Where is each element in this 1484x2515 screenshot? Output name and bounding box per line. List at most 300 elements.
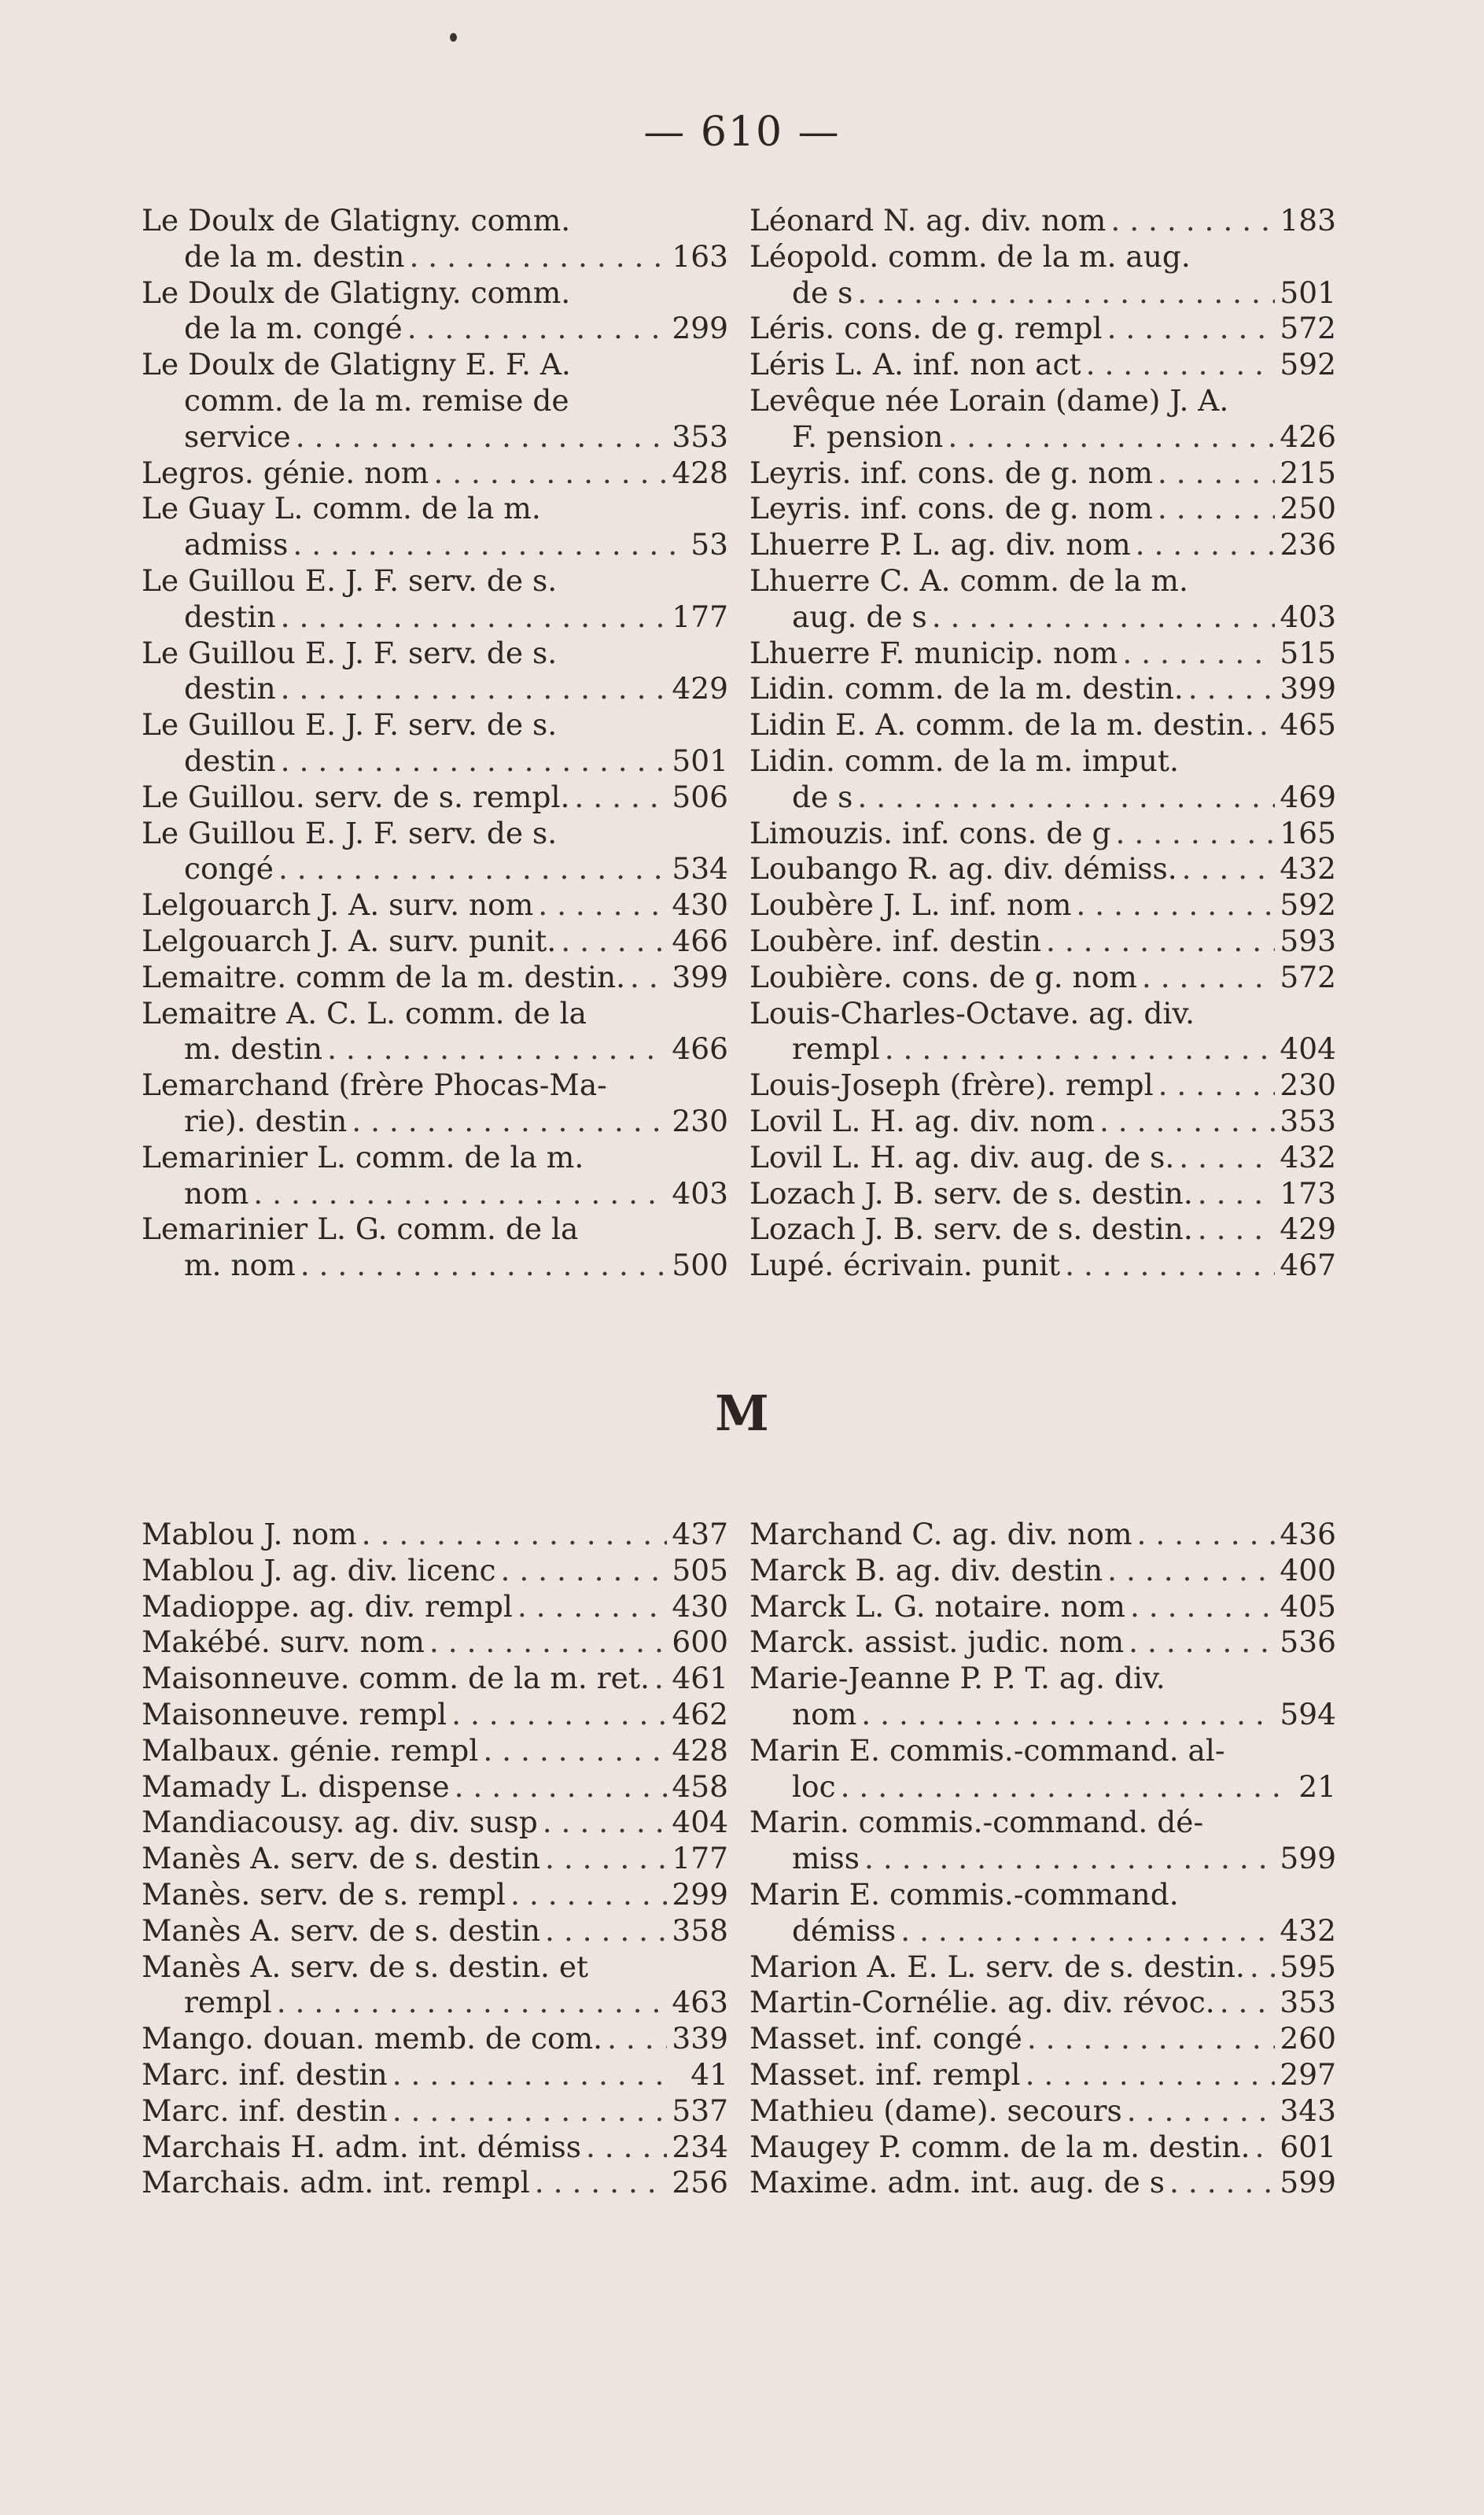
entry-first-line xyxy=(142,347,728,383)
entry-page-number: 404 xyxy=(1280,1031,1336,1067)
entry-page-number: 469 xyxy=(1280,779,1336,814)
entry-text: Marc. inf. destin xyxy=(142,2093,388,2128)
entry-text: rempl xyxy=(184,1985,272,2020)
index-entry xyxy=(749,851,1336,887)
dot-leader xyxy=(409,239,667,275)
entry-first-line xyxy=(142,1068,728,1104)
entry-page-number: 592 xyxy=(1280,887,1336,923)
entry-text: destin xyxy=(184,743,276,778)
entry-continuation-line xyxy=(749,780,1336,816)
entry-text: Leyris. inf. cons. de g. nom xyxy=(749,455,1153,490)
entry-page-number: 426 xyxy=(1280,419,1336,454)
index-entry xyxy=(142,2021,728,2057)
entry-first-line xyxy=(749,347,1336,383)
entry-continuation-line xyxy=(142,311,728,347)
index-entry xyxy=(749,2130,1336,2166)
entry-page-number: 297 xyxy=(1280,2056,1336,2092)
index-entry xyxy=(142,707,728,780)
entry-text: Marin E. commis.-command. xyxy=(749,1876,1179,1912)
entry-text: Loubère J. L. inf. nom xyxy=(749,887,1072,923)
index-entry xyxy=(749,1985,1336,2021)
entry-text: Lupé. écrivain. punit xyxy=(749,1248,1061,1283)
dot-leader xyxy=(1250,1949,1276,1986)
entry-first-line xyxy=(142,1697,728,1733)
entry-text: Léopold. comm. de la m. aug. xyxy=(749,238,1191,274)
dot-leader xyxy=(900,1913,1275,1949)
entry-first-line xyxy=(142,1589,728,1625)
entry-continuation-line xyxy=(142,1031,728,1068)
entry-page-number: 501 xyxy=(1280,275,1336,310)
entry-first-line xyxy=(749,239,1336,275)
entry-page-number: 500 xyxy=(672,1248,728,1283)
index-entry xyxy=(142,563,728,636)
dot-leader xyxy=(1110,203,1275,239)
entry-continuation-line xyxy=(142,743,728,780)
entry-text: Lozach J. B. serv. de s. destin. xyxy=(749,1211,1193,1247)
index-entry xyxy=(142,960,728,996)
entry-first-line xyxy=(749,924,1336,960)
dot-leader xyxy=(630,960,667,996)
entry-text: de la m. congé xyxy=(184,311,403,346)
dot-leader xyxy=(1107,311,1276,347)
index-entry xyxy=(749,2021,1336,2057)
dot-leader xyxy=(1169,2165,1275,2201)
index-entry xyxy=(749,1248,1336,1284)
entry-page-number: 399 xyxy=(672,959,728,994)
dot-leader xyxy=(483,1733,667,1769)
entry-first-line xyxy=(749,2165,1336,2201)
entry-text: Lelgouarch J. A. surv. nom xyxy=(142,887,534,923)
index-entry xyxy=(142,636,728,708)
entry-continuation-line xyxy=(142,1104,728,1140)
entry-first-line xyxy=(749,816,1336,852)
dot-leader xyxy=(885,1031,1276,1068)
entry-text: Marc. inf. destin xyxy=(142,2056,388,2092)
entry-text: Limouzis. inf. cons. de g xyxy=(749,815,1111,850)
entry-first-line xyxy=(142,1211,728,1248)
entry-text: Le Guay L. comm. de la m. xyxy=(142,491,541,526)
entry-text: Legros. génie. nom xyxy=(142,455,429,490)
entry-first-line xyxy=(142,2093,728,2130)
entry-text: Louis-Charles-Octave. ag. div. xyxy=(749,995,1195,1031)
index-entry xyxy=(142,275,728,348)
entry-page-number: 299 xyxy=(672,311,728,346)
dot-leader xyxy=(1129,1624,1275,1661)
entry-continuation-line xyxy=(142,599,728,636)
index-entry xyxy=(749,924,1336,960)
dot-leader xyxy=(654,1661,668,1697)
entry-first-line xyxy=(142,491,728,527)
entry-page-number: 461 xyxy=(672,1661,728,1696)
entry-text: Maxime. adm. int. aug. de s xyxy=(749,2165,1165,2200)
entry-continuation-line xyxy=(142,419,728,455)
entry-text: Lelgouarch J. A. surv. punit. xyxy=(142,923,557,958)
entry-text: Le Doulx de Glatigny. comm. xyxy=(142,203,571,238)
entry-first-line xyxy=(142,996,728,1032)
entry-first-line xyxy=(142,1949,728,1986)
entry-page-number: 463 xyxy=(672,1985,728,2020)
entry-text: Lhuerre F. municip. nom xyxy=(749,635,1118,670)
entry-text: Marin E. commis.-command. al- xyxy=(749,1732,1225,1768)
entry-text: Marin. commis.-command. dé- xyxy=(749,1805,1204,1840)
entry-text: Maisonneuve. comm. de la m. ret. xyxy=(142,1661,650,1696)
entry-first-line xyxy=(142,203,728,239)
entry-first-line xyxy=(142,1140,728,1176)
dot-leader xyxy=(281,599,668,636)
index-column-top-right xyxy=(749,203,1336,1284)
entry-first-line xyxy=(142,816,728,852)
entry-first-line xyxy=(142,887,728,924)
dot-leader xyxy=(281,743,668,780)
entry-first-line xyxy=(142,1661,728,1697)
index-entry xyxy=(142,1841,728,1877)
entry-first-line xyxy=(142,2130,728,2166)
entry-text: Marck B. ag. div. destin xyxy=(749,1552,1103,1588)
index-entry xyxy=(749,2093,1336,2130)
entry-first-line xyxy=(749,1211,1336,1248)
entry-text: Loubango R. ag. div. démiss. xyxy=(749,851,1177,887)
entry-page-number: 358 xyxy=(672,1912,728,1948)
entry-page-number: 599 xyxy=(1280,2165,1336,2200)
dot-leader xyxy=(607,2021,667,2057)
index-entry xyxy=(142,1211,728,1284)
dot-leader xyxy=(545,1913,667,1949)
index-entry xyxy=(749,996,1336,1068)
entry-text: Lidin. comm. de la m. imput. xyxy=(749,743,1179,778)
dot-leader xyxy=(841,1769,1283,1805)
dot-leader xyxy=(1255,2130,1276,2166)
index-entry xyxy=(749,1517,1336,1553)
entry-first-line xyxy=(749,1248,1336,1284)
entry-first-line xyxy=(749,1589,1336,1625)
index-entry xyxy=(749,1805,1336,1877)
dot-leader xyxy=(1136,527,1276,563)
dot-leader xyxy=(392,2093,668,2130)
entry-text: Lemarchand (frère Phocas-Ma- xyxy=(142,1068,607,1103)
entry-first-line xyxy=(749,1949,1336,1986)
dot-leader xyxy=(857,275,1275,312)
index-entry xyxy=(142,1553,728,1589)
dot-leader xyxy=(1158,491,1276,527)
index-entry xyxy=(142,1877,728,1913)
entry-text: F. pension xyxy=(792,419,944,454)
dot-leader xyxy=(1198,1211,1276,1248)
index-entry xyxy=(749,816,1336,852)
dot-leader xyxy=(1158,1068,1276,1104)
index-entry xyxy=(749,1589,1336,1625)
dot-leader xyxy=(1137,1517,1276,1553)
entry-text: Masset. inf. rempl xyxy=(749,2056,1021,2092)
entry-text: nom xyxy=(792,1696,857,1731)
index-entry xyxy=(142,203,728,275)
entry-continuation-line xyxy=(749,1697,1336,1733)
entry-first-line xyxy=(142,2165,728,2201)
entry-continuation-line xyxy=(749,419,1336,455)
index-entry xyxy=(142,996,728,1068)
entry-first-line xyxy=(749,203,1336,239)
index-entry xyxy=(142,1068,728,1140)
entry-page-number: 601 xyxy=(1280,2129,1336,2164)
entry-page-number: 536 xyxy=(1280,1624,1336,1660)
dot-leader xyxy=(517,1589,668,1625)
entry-first-line xyxy=(749,1624,1336,1661)
entry-text: Manès A. serv. de s. destin. et xyxy=(142,1949,589,1984)
index-entry xyxy=(749,1068,1336,1104)
dot-leader xyxy=(500,1553,667,1589)
entry-text: Maugey P. comm. de la m. destin. xyxy=(749,2129,1250,2164)
entry-text: Marchais. adm. int. rempl xyxy=(142,2165,530,2200)
dot-leader xyxy=(1259,707,1275,743)
dot-leader xyxy=(574,780,667,816)
entry-first-line xyxy=(749,1985,1336,2021)
entry-page-number: 430 xyxy=(672,1588,728,1624)
dot-leader xyxy=(1065,1248,1275,1284)
entry-text: congé xyxy=(184,851,274,887)
entry-page-number: 432 xyxy=(1280,1912,1336,1948)
index-entry xyxy=(749,239,1336,312)
index-entry xyxy=(749,1140,1336,1176)
dot-leader xyxy=(253,1176,667,1212)
index-entry xyxy=(749,1104,1336,1140)
index-entry xyxy=(142,2130,728,2166)
index-entry xyxy=(142,1805,728,1841)
entry-text: Le Guillou E. J. F. serv. de s. xyxy=(142,707,558,743)
index-entry xyxy=(749,1733,1336,1805)
entry-continuation-line xyxy=(142,527,728,563)
entry-text: Marie-Jeanne P. P. T. ag. div. xyxy=(749,1661,1165,1696)
entry-text: Loubère. inf. destin xyxy=(749,923,1041,958)
entry-text: démiss xyxy=(792,1912,897,1948)
entry-first-line xyxy=(749,491,1336,527)
entry-first-line xyxy=(749,1176,1336,1212)
dot-leader xyxy=(362,1517,668,1553)
dot-leader xyxy=(429,1624,668,1661)
entry-first-line xyxy=(749,1553,1336,1589)
entry-first-line xyxy=(749,2021,1336,2057)
dot-leader xyxy=(300,1248,668,1284)
entry-text: Malbaux. génie. rempl xyxy=(142,1732,479,1768)
entry-text: de la m. destin xyxy=(184,238,405,274)
index-entry xyxy=(749,491,1336,527)
entry-page-number: 256 xyxy=(672,2165,728,2200)
index-entry xyxy=(142,1733,728,1769)
index-entry xyxy=(142,780,728,816)
index-entry xyxy=(749,311,1336,347)
entry-page-number: 436 xyxy=(1280,1517,1336,1551)
dot-leader xyxy=(545,1841,667,1877)
index-column-top-left xyxy=(142,203,728,1284)
entry-page-number: 428 xyxy=(672,1732,728,1768)
entry-first-line xyxy=(749,851,1336,887)
entry-text: Le Doulx de Glatigny E. F. A. xyxy=(142,347,571,382)
dot-leader xyxy=(1122,636,1275,672)
entry-first-line xyxy=(749,2057,1336,2093)
entry-page-number: 466 xyxy=(672,1031,728,1067)
entry-text: Mamady L. dispense xyxy=(142,1768,450,1804)
entry-text: service xyxy=(184,419,291,454)
entry-text: Lozach J. B. serv. de s. destin. xyxy=(749,1175,1193,1211)
entry-text: Masset. inf. congé xyxy=(749,2021,1022,2056)
index-entry xyxy=(749,707,1336,743)
index-entry xyxy=(142,2093,728,2130)
entry-page-number: 403 xyxy=(672,1175,728,1211)
entry-page-number: 465 xyxy=(1280,707,1336,743)
index-entry xyxy=(142,1661,728,1697)
entry-text: Mablou J. ag. div. licenc xyxy=(142,1552,496,1588)
entry-page-number: 399 xyxy=(1280,671,1336,706)
dot-leader xyxy=(586,2130,667,2166)
entry-page-number: 236 xyxy=(1280,527,1336,562)
entry-page-number: 299 xyxy=(672,1876,728,1912)
entry-first-line xyxy=(142,1877,728,1913)
entry-text: Lhuerre C. A. comm. de la m. xyxy=(749,562,1188,598)
entry-first-line xyxy=(749,1877,1336,1913)
index-entry xyxy=(749,527,1336,563)
index-entry xyxy=(142,1517,728,1553)
index-entry xyxy=(749,2165,1336,2201)
entry-text: Lemarinier L. comm. de la m. xyxy=(142,1139,584,1175)
entry-first-line xyxy=(142,2057,728,2093)
entry-text: rie). destin xyxy=(184,1103,348,1138)
entry-text: Léris. cons. de g. rempl xyxy=(749,311,1103,346)
entry-page-number: 353 xyxy=(1280,1985,1336,2020)
entry-page-number: 165 xyxy=(1280,815,1336,850)
dot-leader xyxy=(864,1841,1275,1877)
entry-page-number: 230 xyxy=(672,1103,728,1138)
dot-leader xyxy=(932,599,1276,636)
entry-page-number: 467 xyxy=(1280,1248,1336,1283)
entry-text: Madioppe. ag. div. rempl xyxy=(142,1588,513,1624)
dot-leader xyxy=(543,1805,668,1841)
entry-first-line xyxy=(749,743,1336,780)
entry-text: Lovil L. H. ag. div. nom xyxy=(749,1103,1095,1138)
entry-first-line xyxy=(749,527,1336,563)
entry-text: nom xyxy=(184,1175,249,1211)
index-entry xyxy=(749,455,1336,492)
entry-continuation-line xyxy=(142,1248,728,1284)
entry-text: Marchand C. ag. div. nom xyxy=(749,1517,1132,1551)
entry-first-line xyxy=(142,1769,728,1805)
dot-leader xyxy=(281,671,668,707)
entry-page-number: 600 xyxy=(672,1624,728,1660)
entry-page-number: 163 xyxy=(672,238,728,274)
entry-text: Makébé. surv. nom xyxy=(142,1624,425,1660)
dot-leader xyxy=(1220,1985,1276,2021)
entry-continuation-line xyxy=(749,1031,1336,1068)
entry-first-line xyxy=(142,1841,728,1877)
entry-text: Manès A. serv. de s. destin xyxy=(142,1912,540,1948)
entry-text: Martin-Cornélie. ag. div. révoc. xyxy=(749,1985,1215,2020)
entry-first-line xyxy=(749,2130,1336,2166)
entry-page-number: 537 xyxy=(672,2093,728,2128)
dot-leader xyxy=(857,780,1275,816)
entry-text: Leyris. inf. cons. de g. nom xyxy=(749,491,1153,526)
dot-leader xyxy=(451,1697,667,1733)
index-entry xyxy=(142,455,728,492)
entry-text: Le Doulx de Glatigny. comm. xyxy=(142,275,571,310)
entry-first-line xyxy=(142,1913,728,1949)
entry-text: admiss xyxy=(184,527,289,562)
entry-page-number: 466 xyxy=(672,923,728,958)
entry-page-number: 183 xyxy=(1280,203,1336,238)
entry-first-line xyxy=(142,1805,728,1841)
entry-first-line xyxy=(749,1104,1336,1140)
entry-page-number: 599 xyxy=(1280,1841,1336,1876)
entry-text: Mathieu (dame). secours xyxy=(749,2093,1122,2128)
entry-text: Lidin E. A. comm. de la m. destin. xyxy=(749,707,1255,743)
index-entry xyxy=(749,1176,1336,1212)
entry-page-number: 353 xyxy=(1280,1103,1336,1138)
entry-text: Maisonneuve. rempl xyxy=(142,1696,447,1731)
index-entry xyxy=(749,960,1336,996)
entry-text: miss xyxy=(792,1841,860,1876)
entry-text: aug. de s xyxy=(792,599,927,634)
entry-page-number: 462 xyxy=(672,1696,728,1731)
entry-page-number: 41 xyxy=(690,2056,728,2092)
index-entry xyxy=(142,2057,728,2093)
index-entry xyxy=(749,1211,1336,1248)
entry-first-line xyxy=(749,887,1336,924)
entry-text: m. destin xyxy=(184,1031,323,1067)
entry-first-line xyxy=(749,996,1336,1032)
entry-page-number: 505 xyxy=(672,1552,728,1588)
entry-first-line xyxy=(749,383,1336,419)
entry-first-line xyxy=(142,780,728,816)
entry-text: Marck. assist. judic. nom xyxy=(749,1624,1125,1660)
entry-text: Léris L. A. inf. non act xyxy=(749,347,1081,382)
entry-first-line xyxy=(749,1661,1336,1697)
index-entry xyxy=(749,1624,1336,1661)
entry-text: Marchais H. adm. int. démiss xyxy=(142,2129,581,2164)
index-entry xyxy=(142,347,728,455)
index-entry xyxy=(749,347,1336,383)
entry-page-number: 572 xyxy=(1280,311,1336,346)
index-entry xyxy=(142,1140,728,1212)
entry-page-number: 432 xyxy=(1280,851,1336,887)
dot-leader xyxy=(352,1104,667,1140)
entry-page-number: 515 xyxy=(1280,635,1336,670)
entry-text: Mablou J. nom xyxy=(142,1517,357,1551)
dot-leader xyxy=(1158,455,1276,492)
entry-continuation-line xyxy=(749,599,1336,636)
dot-leader xyxy=(293,527,675,563)
entry-continuation-line xyxy=(142,383,728,419)
dot-leader xyxy=(278,851,667,887)
entry-text: destin xyxy=(184,599,276,634)
entry-continuation-line xyxy=(142,1985,728,2021)
entry-first-line xyxy=(749,1140,1336,1176)
index-entry xyxy=(749,1553,1336,1589)
entry-first-line xyxy=(142,636,728,672)
entry-page-number: 230 xyxy=(1280,1068,1336,1103)
entry-text: de s xyxy=(792,779,853,814)
dot-leader xyxy=(407,311,668,347)
entry-first-line xyxy=(142,960,728,996)
dot-leader xyxy=(327,1031,667,1068)
entry-page-number: 234 xyxy=(672,2129,728,2164)
entry-text: loc xyxy=(792,1768,836,1804)
index-entry xyxy=(749,887,1336,924)
entry-text: Le Guillou E. J. F. serv. de s. xyxy=(142,635,558,670)
entry-page-number: 353 xyxy=(672,419,728,454)
entry-text: Mandiacousy. ag. div. susp xyxy=(142,1805,538,1840)
entry-page-number: 432 xyxy=(1280,1139,1336,1175)
entry-text: m. nom xyxy=(184,1248,296,1283)
index-entry xyxy=(142,1589,728,1625)
entry-first-line xyxy=(749,1733,1336,1769)
entry-first-line xyxy=(142,707,728,743)
entry-continuation-line xyxy=(142,1176,728,1212)
